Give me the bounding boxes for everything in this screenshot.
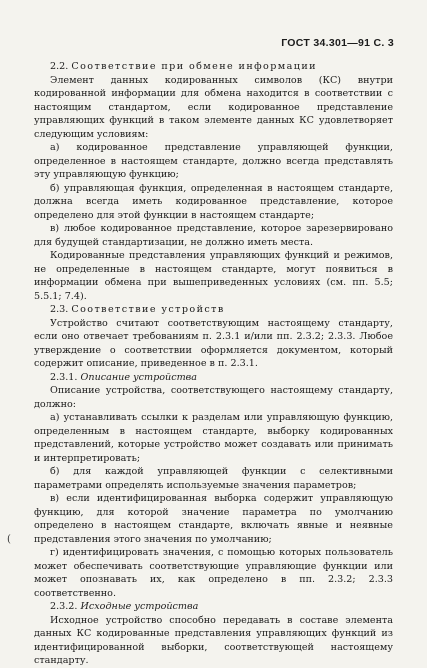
paragraph: б) управляющая функция, определенная в настоящем стандарте, должна всегда иметь кодированное представление, которое определено для этой функции в настоящем стандарте; [34,182,393,221]
paragraph: Исходное устройство способно передавать в составе элемента данных КС кодированные представления управляющих функций из идентифицированной выборки, соответствующей настоящему стандарту. [34,614,393,666]
paragraph: Устройство считают соответствующим настоящему стандарту, если оно отвечает требованиям п. 2.3.1 и/или пп. 2.3.2; 2.3.3. Любое утверждение о соответствии оформляется документом, который содержит описание, приведенное в п. 2.3.1. [34,317,393,369]
body-text [34,60,393,668]
paragraph: а) устанавливать ссылки к разделам или управляющую функцию, определенным в настоящем стандарте, выборку кодированных представлений, которые устройство может создавать или принимать и интерпретировать; [34,412,393,464]
section-title: Соответствие устройств [71,304,225,315]
paragraph: в) любое кодированное представление, которое зарезервировано для будущей стандартизации, не должно иметь места. [34,223,393,248]
paragraph: г) идентифицировать значения, с помощью которых пользователь может обеспечивать соответствующие управляющие функции или может опознавать их, как определено в пп. 2.3.2; 2.3.3 соответственно. [34,547,393,599]
paragraph: Описание устройства, соответствующего настоящему стандарту, должно: [34,385,393,410]
paragraph: б) для каждой управляющей функции с селективными параметрами определять используемые значения параметров; [34,466,393,491]
section-heading-2-3-2 [34,600,393,614]
section-number: 2.3.2. [50,601,78,612]
section-title: Описание устройства [80,371,197,383]
running-head: ГОСТ 34.301—91 С. 3 [281,37,394,49]
section-number: 2.3.1. [50,371,78,383]
paragraph: в) если идентифицированная выборка содержит управляющую функцию, для которой значение параметра по умолчанию определено в настоящем стандарте, включать явные и неявные представления этого значения по умолчанию; [34,493,393,545]
paragraph: Кодированные представления управляющих функций и режимов, не определенные в настоящем стандарте, могут появиться в информации обмена при вышеприведенных условиях (см. пп. 5.5; 5.5.1; 7.4). [34,250,393,302]
paragraph: Элемент данных кодированных символов (КС) внутри кодированной информации для обмена находится в соответствии с настоящим стандартом, если кодированное представление управляющих функций в таком элементе данных КС удовлетворяет следующим условиям: [34,74,393,140]
section-number: 2.3. [50,304,69,315]
section-title: Исходные устройства [80,601,199,612]
margin-mark: ( [7,534,11,545]
paragraph: а) кодированное представление управляющей функции, определенное в настоящем стандарте, должно всегда представлять эту управляющую функцию; [34,142,393,180]
section-heading-2-3 [34,303,393,317]
section-heading-2-3-1 [34,371,393,385]
section-number: 2.2. [50,61,69,72]
section-title: Соответствие при обмене информации [71,61,317,72]
section-heading-2-2 [34,60,393,74]
